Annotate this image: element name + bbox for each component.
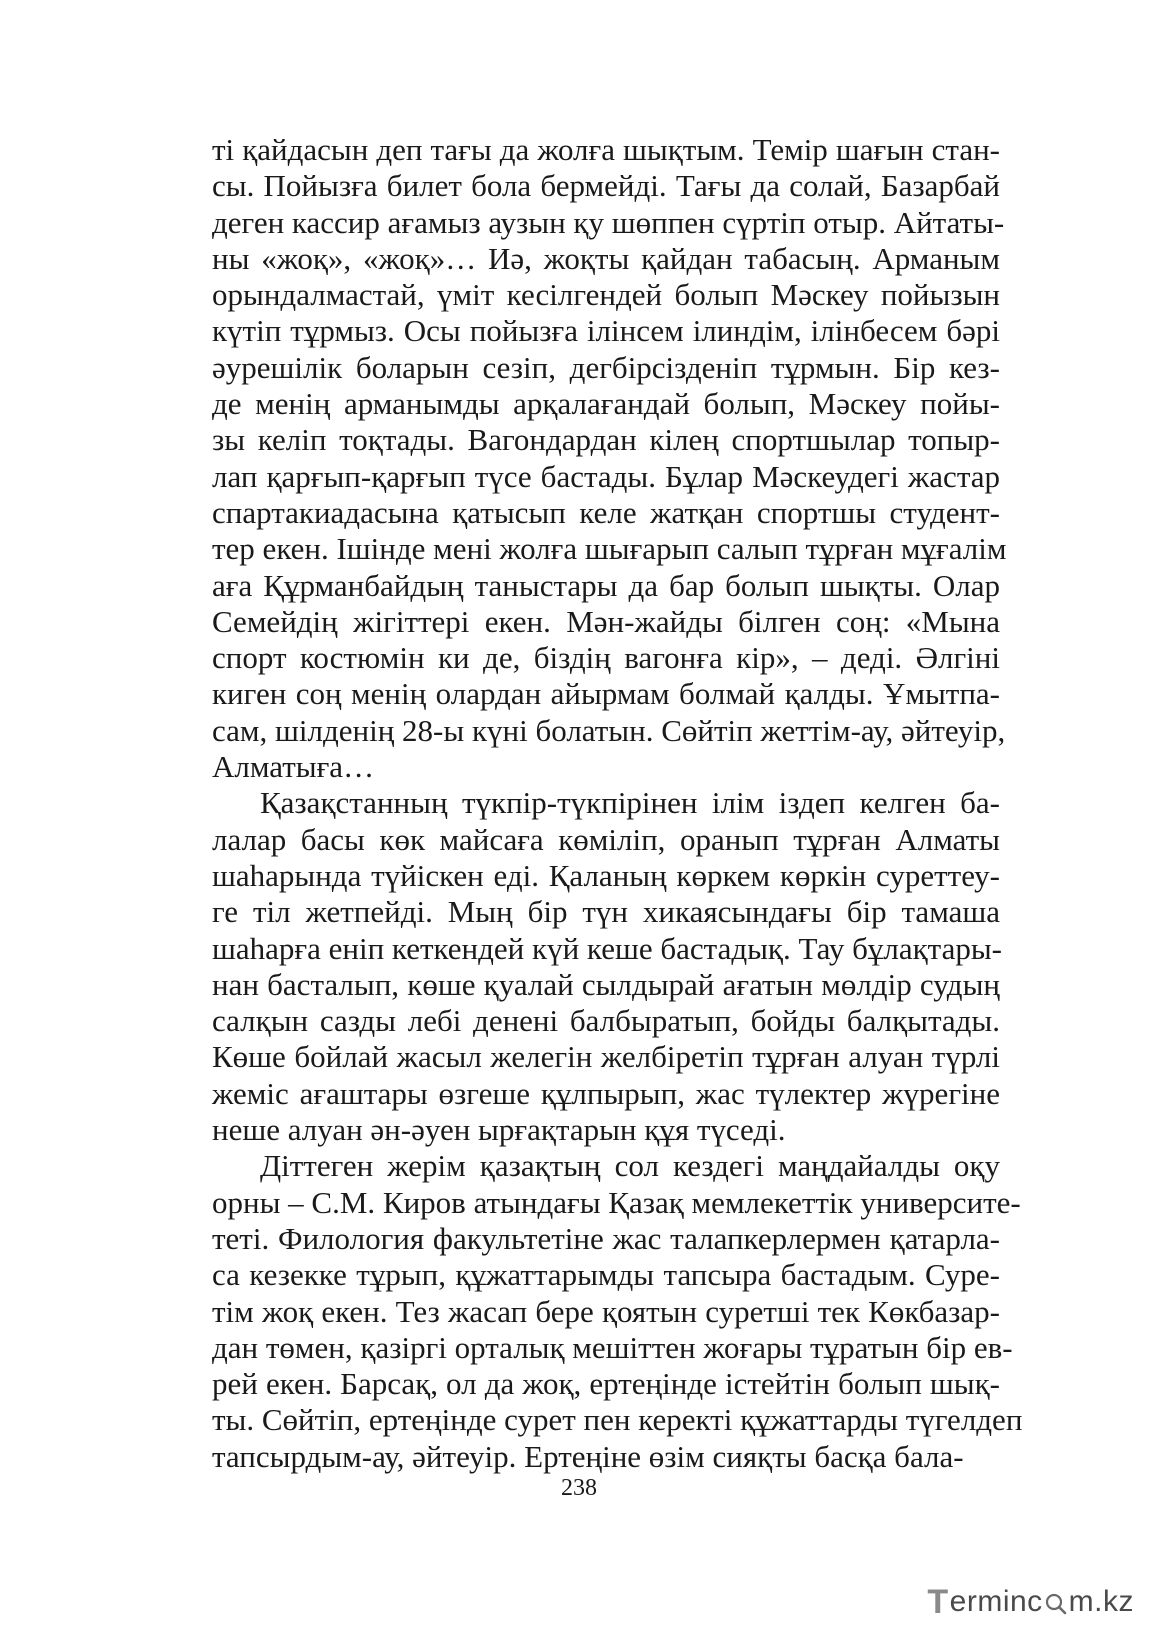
text-line: әурешілік боларын сезіп, дегбірсізденіп тұрмын. Бір кез- <box>212 349 1000 385</box>
termincom-watermark[interactable] <box>927 1582 1134 1622</box>
page-number: 238 <box>561 1475 597 1501</box>
text-line: Діттеген жерім қазақтың сол кездегі маңдайалды оқу <box>260 1148 1000 1184</box>
watermark-t: T <box>927 1582 949 1621</box>
text-line: лалар басы көк майсаға көміліп, оранып тұрған Алматы <box>212 821 1000 857</box>
page-body <box>212 132 1023 1475</box>
paragraph <box>212 132 1007 785</box>
watermark-text-2: m.kz <box>1068 1585 1134 1618</box>
text-line: жеміс ағаштары өзгеше құлпырып, жас түлектер жүрегіне <box>212 1075 1000 1111</box>
text-line: ті қайдасын деп тағы да жолға шықтым. Темір шағын стан- <box>212 132 1000 167</box>
text-line: нан басталып, көше қуалай сылдырай ағатын мөлдір судың <box>212 966 1000 1002</box>
text-line: тім жоқ екен. Тез жасап бере қоятын суретші тек Көкбазар- <box>212 1293 1000 1329</box>
text-line: Қазақстанның түкпір-түкпірінен ілім іздеп келген ба- <box>260 785 1000 821</box>
text-line: де менің арманымды арқалағандай болып, Мәскеу пойы- <box>212 386 1000 422</box>
watermark-text-1: erminc <box>949 1585 1043 1618</box>
text-line: Көше бойлай жасыл желегін желбіретіп тұрған алуан түрлі <box>212 1039 1000 1075</box>
paragraph <box>212 1148 1023 1475</box>
text-line: рей екен. Барсақ, ол да жоқ, ертеңінде істейтін болып шық- <box>212 1366 1000 1402</box>
text-line: деген кассир ағамыз аузын қу шөппен сүртіп отыр. Айтаты- <box>212 204 1005 240</box>
text-line: күтіп тұрмыз. Осы пойызға ілінсем ілиндім, ілінбесем бәрі <box>212 313 1000 349</box>
text-line: сам, шілденің 28-ы күні болатын. Сөйтіп жеттім-ау, әйтеуір, <box>212 712 1006 748</box>
text-line: киген соң менің олардан айырмам болмай қалды. Ұмытпа- <box>212 676 1000 712</box>
paragraph <box>212 785 1000 1148</box>
magnifier-icon <box>1044 1590 1068 1614</box>
text-line: ге тіл жетпейді. Мың бір түн хикаясындағы бір тамаша <box>212 894 1000 930</box>
text-line: спорт костюмін ки де, біздің вагонға кір», – деді. Әлгіні <box>212 640 1000 676</box>
text-line: орны – С.М. Киров атындағы Қазақ мемлекеттік университе- <box>212 1184 1021 1220</box>
text-line: са кезекке тұрып, құжаттарымды тапсыра бастадым. Суре- <box>212 1257 1000 1293</box>
text-line: орындалмастай, үміт кесілгендей болып Мәскеу пойызын <box>212 277 1000 313</box>
text-line: шаһарында түйіскен еді. Қаланың көркем көркін суреттеу- <box>212 857 1000 893</box>
text-line: лап қарғып-қарғып түсе бастады. Бұлар Мәскеудегі жастар <box>212 458 1000 494</box>
text-line: зы келіп тоқтады. Вагондардан кілең спортшылар топыр- <box>212 422 1000 458</box>
text-line: дан төмен, қазіргі орталық мешіттен жоғары тұратын бір ев- <box>212 1329 1013 1365</box>
text-line: ты. Сөйтіп, ертеңінде сурет пен керекті құжаттарды түгелдеп <box>212 1402 1023 1438</box>
text-line: сы. Пойызға билет бола бермейді. Тағы да солай, Базарбай <box>212 168 1000 204</box>
text-line: тапсырдым-ау, әйтеуір. Ертеңіне өзім сияқты басқа бала- <box>212 1438 964 1474</box>
text-line: неше алуан ән-әуен ырғақтарын құя түседі. <box>212 1112 786 1148</box>
text-line: Алматыға… <box>212 749 375 785</box>
text-line: шаһарға еніп кеткендей күй кеше бастадық. Тау бұлақтары- <box>212 930 1002 966</box>
text-line: тер екен. Ішінде мені жолға шығарып салып тұрған мұғалім <box>212 531 1007 567</box>
text-line: салқын сазды лебі денені балбыратып, бойды балқытады. <box>212 1003 1000 1039</box>
text-line: теті. Филология факультетіне жас талапкерлермен қатарла- <box>212 1220 1000 1256</box>
text-line: Семейдің жігіттері екен. Мән-жайды білген соң: «Мына <box>212 603 1000 639</box>
text-line: ны «жоқ», «жоқ»… Иә, жоқты қайдан табасың. Арманым <box>212 240 1000 276</box>
text-line: спартакиадасына қатысып келе жатқан спортшы студент- <box>212 494 1000 530</box>
text-line: аға Құрманбайдың таныстары да бар болып шықты. Олар <box>212 567 1000 603</box>
